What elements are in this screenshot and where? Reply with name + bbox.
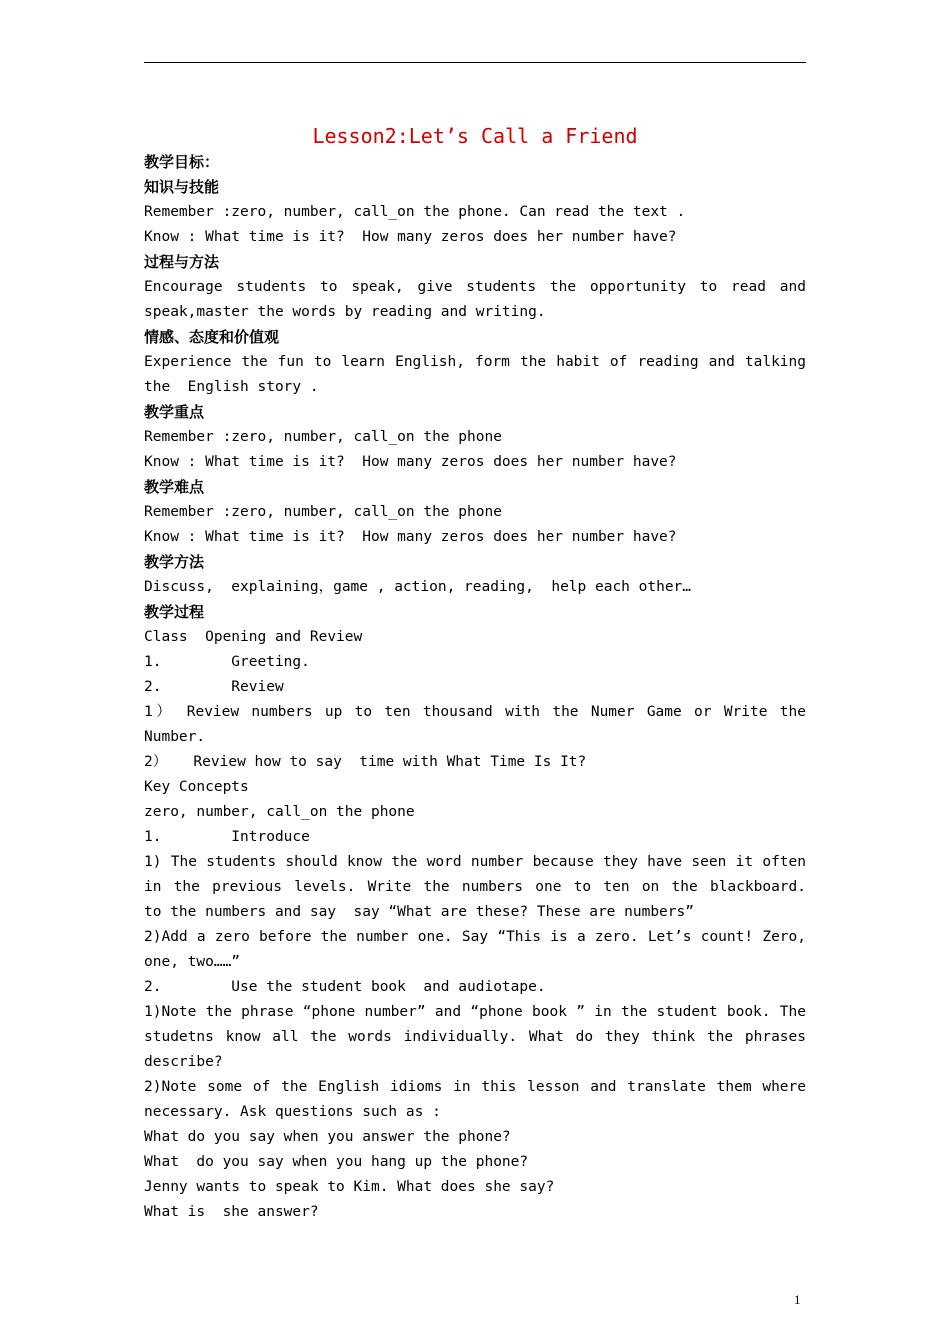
text-line: the English story . [144,379,319,395]
section-heading: 教学过程 [144,603,205,621]
text-line: Jenny wants to speak to Kim. What does she say? [144,1179,555,1195]
text-line: 2. Review [144,679,284,695]
text-line: Experience the fun to learn English, form the habit of reading and talking [144,354,806,370]
text-line: one, two……” [144,954,241,970]
text-line: zero, number, call_on the phone [144,804,415,820]
section-heading: 教学重点 [144,403,205,421]
text-line: 1. Introduce [144,829,310,845]
text-line: Class Opening and Review [144,629,363,645]
text-line: Encourage students to speak, give students the opportunity to read and [144,279,806,295]
header-rule [144,62,806,63]
text-line: Discuss, explaining，game , action, reading, help each other… [144,579,692,595]
text-line: 2)Add a zero before the number one. Say “This is a zero. Let’s count! Zero, [144,929,806,945]
text-line: Remember :zero, number, call_on the phone [144,504,502,520]
text-line: 2. Use the student book and audiotape. [144,979,546,995]
text-line: to the numbers and say say “What are these? These are numbers” [144,904,694,920]
text-line: 1. Greeting. [144,654,310,670]
section-heading: 过程与方法 [144,253,220,271]
text-line: Number. [144,729,206,745]
lesson-body [144,150,806,1225]
section-heading: 知识与技能 [144,178,220,196]
text-line: Remember :zero, number, call_on the phone [144,429,502,445]
text-line: 2） Review how to say time with What Time Is It? [144,754,587,770]
text-line: studetns know all the words individually. What do they think the phrases [144,1029,806,1045]
text-line: speak,master the words by reading and writing. [144,304,546,320]
text-line: Key Concepts [144,779,249,795]
text-line: Know : What time is it? How many zeros does her number have? [144,529,677,545]
text-line: Know : What time is it? How many zeros does her number have? [144,454,677,470]
text-line: 1） Review numbers up to ten thousand with the Numer Game or Write the [144,704,806,720]
page-number: 1 [794,1292,801,1307]
text-line: describe? [144,1054,223,1070]
section-heading: 情感、态度和价值观 [144,328,280,346]
text-line: necessary. Ask questions such as : [144,1104,441,1120]
lesson-title: Lesson2:Let’s Call a Friend [312,124,638,148]
text-line: in the previous levels. Write the numbers one to ten on the blackboard. [144,879,806,895]
text-line: 2)Note some of the English idioms in this lesson and translate them where [144,1079,806,1095]
text-line: Know : What time is it? How many zeros does her number have? [144,229,677,245]
section-heading: 教学目标： [144,153,220,171]
section-heading: 教学方法 [144,553,205,571]
text-line: 1)Note the phrase “phone number” and “phone book ” in the student book. The [144,1004,806,1020]
section-heading: 教学难点 [144,478,205,496]
text-line: 1) The students should know the word number because they have seen it often [144,854,806,870]
text-line: What do you say when you hang up the phone? [144,1154,529,1170]
text-line: Remember :zero, number, call_on the phone. Can read the text . [144,204,686,220]
text-line: What is she answer? [144,1204,319,1220]
text-line: What do you say when you answer the phone? [144,1129,511,1145]
